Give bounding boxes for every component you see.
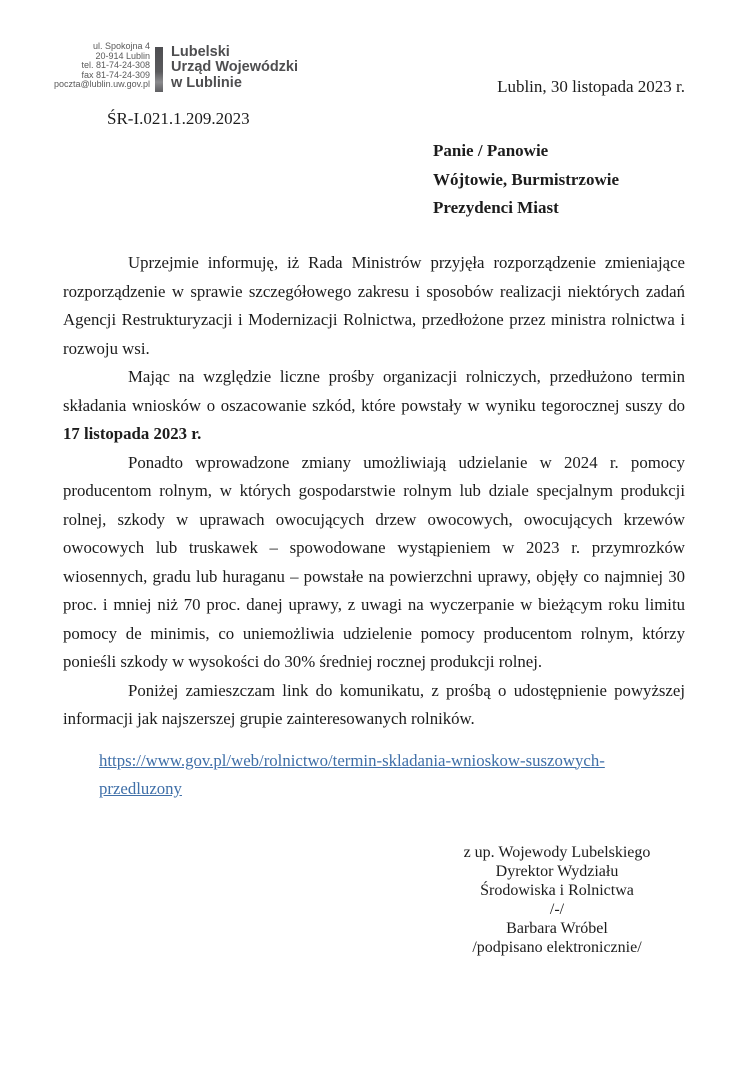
signature-mark: /-/ [549,900,565,918]
paragraph-3: Ponadto wprowadzone zmiany umożliwiają udzielanie w 2024 r. pomocy producentom rolnym, w których gospodarstwie rolnym lub dziale specjalnym produkcji rolnej, szkody w uprawach owocujących drzew owocowych, owocujących krzewów owocowych lub truskawek – spowodowane wystąpieniem w 2023 r. przymrozków wiosennych, gradu lub huraganu – powstałe na powierzchni uprawy, objęły co najmniej 30 proc. i mniej niż 70 proc. danej uprawy, z uwagi na wyczerpanie w bieżącym roku limitu pomocy de minimis, co uniemożliwia udzielenie pomocy producentom rolnym, którzy ponieśli szkody w wysokości do 30% średniej rocznej produkcji rolnej. [63,452,685,671]
sender-street: ul. Spokojna 4 [92,41,150,51]
sender-city: 20-914 Lublin [95,50,150,61]
recipient-line: Prezydenci Miast [433,198,559,218]
sender-fax: fax 81-74-24-309 [81,69,150,80]
letter-body [63,249,685,957]
recipient-block [433,137,619,223]
paragraph-2-text: Mając na względzie liczne prośby organizacji rolniczych, przedłużono termin składania wniosków o oszacowanie szkód, które powstały w wyniku tegorocznej suszy do [63,367,685,415]
office-logo-line: Lubelski [171,44,230,60]
signature-authority: z up. Wojewody Lubelskiego [463,843,651,861]
office-logo-line: Urząd Wojewódzki [171,59,299,76]
paragraph-4: Poniżej zamieszczam link do komunikatu, z prośbą o udostępnienie powyższej informacji jak najszerszej grupie zainteresowanych rolników. [63,680,685,728]
announcement-link[interactable]: https://www.gov.pl/web/rolnictwo/termin-skladania-wnioskow-suszowych-przedluzony [99,750,605,798]
recipient-line: Panie / Panowie [433,141,549,160]
signature-department: Środowiska i Rolnictwa [480,881,634,899]
office-logo [171,45,298,91]
logo-separator-bar [155,47,163,92]
reference-number: ŚR-I.021.1.209.2023 [107,109,250,128]
signature-block [427,843,687,957]
paragraph-2-deadline: 17 listopada 2023 r. [63,424,202,443]
date-line: Lublin, 30 listopada 2023 r. [497,77,685,96]
paragraph-1: Uprzejmie informuję, iż Rada Ministrów przyjęła rozporządzenie zmieniające rozporządzenie w sprawie szczegółowego zakresu i sposobów realizacji niektórych zadań Agencji Restrukturyzacji i Modernizacji Rolnictwa, przedłożone przez ministra rolnictwa i rozwoju wsi. [63,253,685,358]
signature-name: Barbara Wróbel [506,919,608,937]
sender-phone: tel. 81-74-24-308 [81,60,150,70]
sender-email: poczta@lublin.uw.gov.pl [53,79,150,89]
announcement-link-line [63,747,685,804]
recipient-line: Wójtowie, Burmistrzowie [433,169,620,189]
paragraph-2 [63,363,685,449]
sender-contact-block [44,42,150,90]
signature-electronic-note: /podpisano elektronicznie/ [472,938,642,956]
signature-title: Dyrektor Wydziału [495,862,619,880]
office-logo-line: w Lublinie [171,74,242,91]
